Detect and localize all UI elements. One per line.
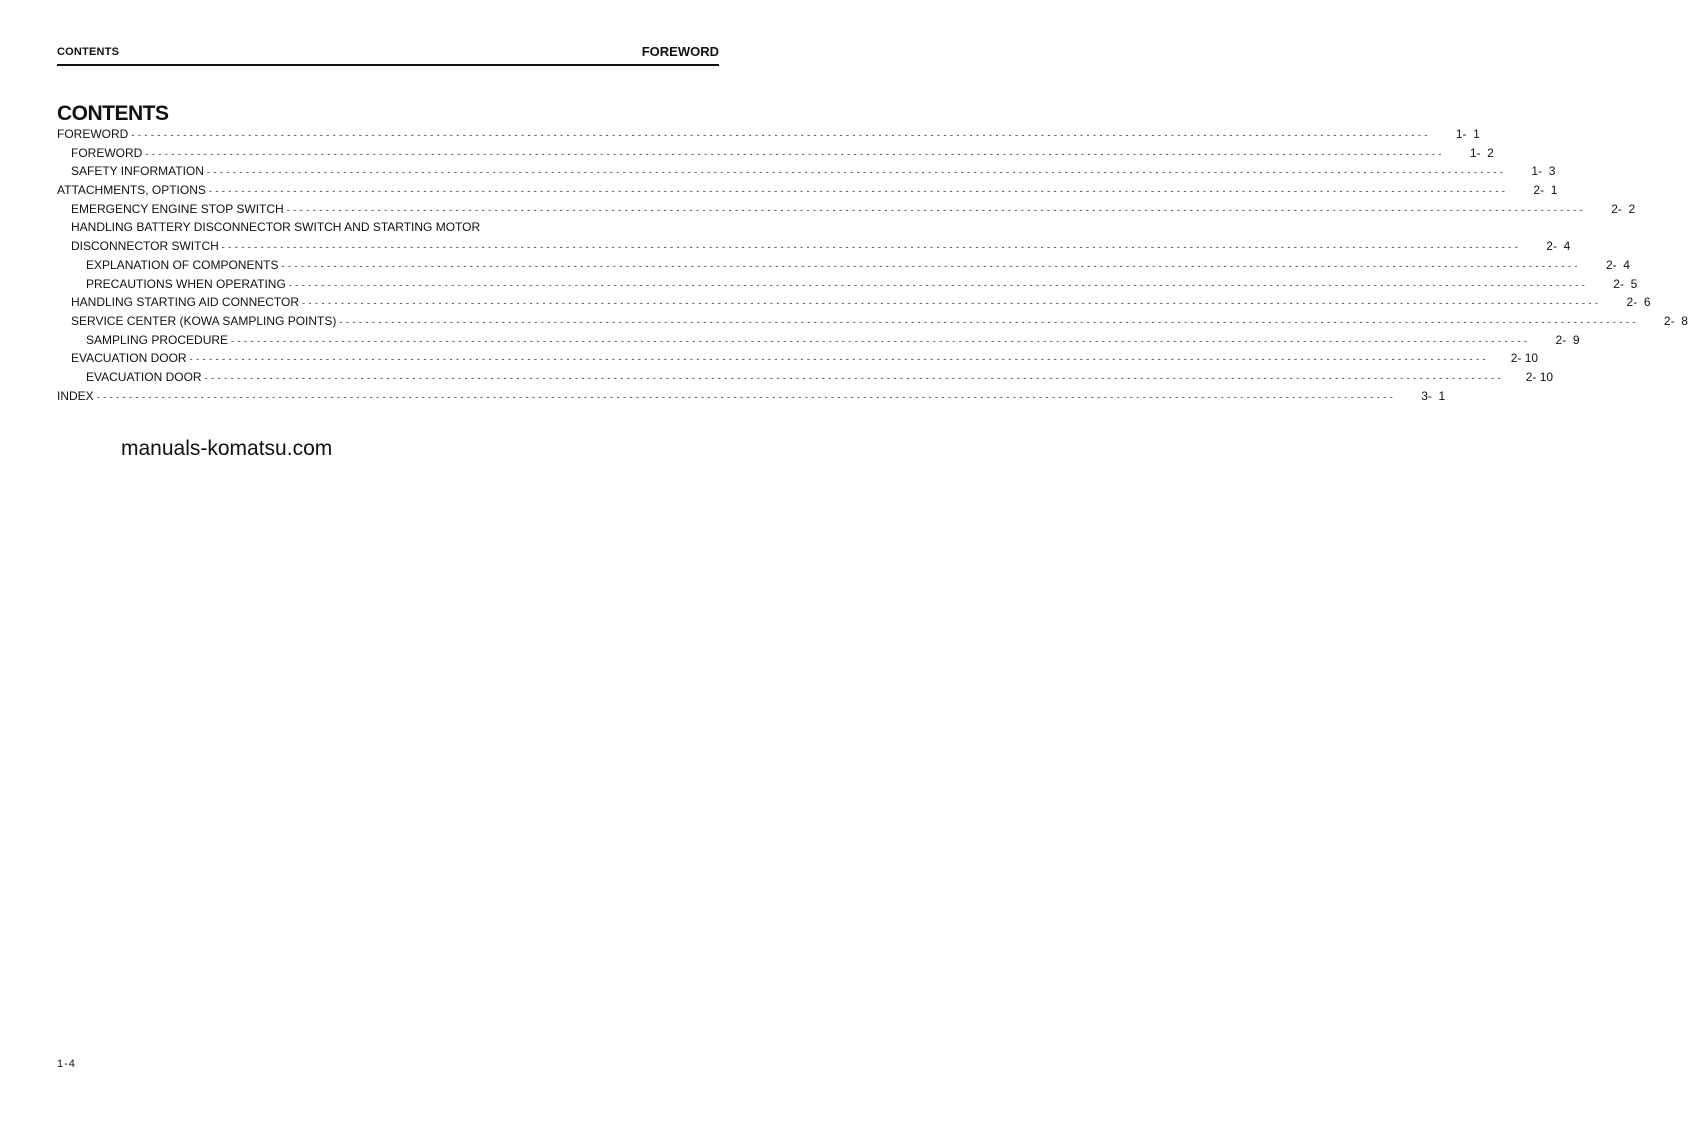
toc-entry[interactable] [57,239,1571,258]
page-header [57,44,719,66]
dot-leader: - - - - - - - - - - - - - - - - - - - - - - - - - - - - - - - - - - - - - - - - - - - - - - - - - - - - - - - - - - - - - - - - - - - - - - - - - - - - - - - - - - - - - - - - - - - - - - - - - - - - - - - - - - - - - - - - - - - - - - - - - - - - - - - - - - - - - - - - - - - - - - - - - - - - - - - - - - - - - - - - - - - - - - - - - - - - - - - - - - - - - - - - - - - - - - - - - - - - - - - - [206,167,1504,178]
toc-entry-label: EVACUATION DOOR [86,369,202,384]
toc-entry-page: 2- 8 [1663,313,1688,328]
toc-entry[interactable] [57,183,1558,202]
toc-entry-label: PRECAUTIONS WHEN OPERATING [86,276,286,291]
toc-entry-page: 3- 1 [1421,388,1446,403]
toc-entry-page: 1- 3 [1531,164,1556,179]
toc-entry[interactable] [57,388,1446,408]
toc-entry-label: EVACUATION DOOR [71,351,187,366]
dot-leader: - - - - - - - - - - - - - - - - - - - - - - - - - - - - - - - - - - - - - - - - - - - - - - - - - - - - - - - - - - - - - - - - - - - - - - - - - - - - - - - - - - - - - - - - - - - - - - - - - - - - - - - - - - - - - - - - - - - - - - - - - - - - - - - - - - - - - - - - - - - - - - - - - - - - - - - - - - - - - - - - - - - - - - - - - - - - - - - - - - - - - - - - - - - - - - - - - - - - - - - - [339,316,1636,327]
toc-entry[interactable] [57,351,1539,370]
toc-entry-page: 2- 6 [1626,295,1651,310]
toc-entry-page: 2- 9 [1555,332,1580,347]
toc-entry[interactable] [57,369,1554,389]
toc-entry-label: SAFETY INFORMATION [71,164,204,179]
toc-entry[interactable] [57,276,1638,296]
toc-entry[interactable] [57,220,719,239]
toc-entry-page: 2- 2 [1611,201,1636,216]
toc-entry-label: FOREWORD [71,145,143,160]
toc-entry[interactable] [57,164,1556,183]
toc-entry[interactable] [57,127,1480,146]
toc-entry-label: HANDLING BATTERY DISCONNECTOR SWITCH AND STARTING MOTOR [71,220,481,235]
toc-entry-label: SERVICE CENTER (KOWA SAMPLING POINTS) [71,313,337,328]
toc-entry[interactable] [57,257,1630,277]
toc-entry-label: EMERGENCY ENGINE STOP SWITCH [71,201,284,216]
watermark-text: manuals-komatsu.com [121,437,333,460]
toc-entry-label: SAMPLING PROCEDURE [86,332,229,347]
toc-entry-page: 1- 1 [1455,127,1480,141]
toc-entry[interactable] [57,313,1688,333]
toc-entry-label: FOREWORD [57,127,129,141]
toc-entry[interactable] [57,295,1651,314]
toc-entry-page: 1- 2 [1469,145,1494,160]
table-of-contents [57,127,1688,407]
toc-entry-label: INDEX [57,388,94,403]
toc-entry[interactable] [57,145,1494,165]
toc-entry-page: 2- 4 [1605,257,1630,272]
dot-leader: - - - - - - - - - - - - - - - - - - - - - - - - - - - - - - - - - - - - - - - - - - - - - - - - - - - - - - - - - - - - - - - - - - - - - - - - - - - - - - - - - - - - - - - - - - - - - - - - - - - - - - - - - - - - - - - - - - - - - - - - - - - - - - - - - - - - - - - - - - - - - - - - - - - - - - - - - - - - - - - - - - - - - - - - - - - - - - - - - - - - - - - - - - - - - - - - - - - - - - - - [96,391,1394,402]
dot-leader: - - - - - - - - - - - - - - - - - - - - - - - - - - - - - - - - - - - - - - - - - - - - - - - - - - - - - - - - - - - - - - - - - - - - - - - - - - - - - - - - - - - - - - - - - - - - - - - - - - - - - - - - - - - - - - - - - - - - - - - - - - - - - - - - - - - - - - - - - - - - - - - - - - - - - - - - - - - - - - - - - - - - - - - - - - - - - - - - - - - - - - - - - - - - - - - - - - - - - - - - [281,260,1578,271]
dot-leader: - - - - - - - - - - - - - - - - - - - - - - - - - - - - - - - - - - - - - - - - - - - - - - - - - - - - - - - - - - - - - - - - - - - - - - - - - - - - - - - - - - - - - - - - - - - - - - - - - - - - - - - - - - - - - - - - - - - - - - - - - - - - - - - - - - - - - - - - - - - - - - - - - - - - - - - - - - - - - - - - - - - - - - - - - - - - - - - - - - - - - - - - - - - - - - - - - - - - - - - - [221,242,1519,253]
toc-entry-label: HANDLING STARTING AID CONNECTOR [71,295,300,310]
toc-entry-page: 2- 1 [1533,183,1558,198]
dot-leader: - - - - - - - - - - - - - - - - - - - - - - - - - - - - - - - - - - - - - - - - - - - - - - - - - - - - - - - - - - - - - - - - - - - - - - - - - - - - - - - - - - - - - - - - - - - - - - - - - - - - - - - - - - - - - - - - - - - - - - - - - - - - - - - - - - - - - - - - - - - - - - - - - - - - - - - - - - - - - - - - - - - - - - - - - - - - - - - - - - - - - - - - - - - - - - - - - - - - - - - - [131,130,1428,140]
toc-entry-page: 2- 5 [1613,276,1638,291]
dot-leader: - - - - - - - - - - - - - - - - - - - - - - - - - - - - - - - - - - - - - - - - - - - - - - - - - - - - - - - - - - - - - - - - - - - - - - - - - - - - - - - - - - - - - - - - - - - - - - - - - - - - - - - - - - - - - - - - - - - - - - - - - - - - - - - - - - - - - - - - - - - - - - - - - - - - - - - - - - - - - - - - - - - - - - - - - - - - - - - - - - - - - - - - - - - - - - - - - - - - - - - - [208,186,1506,197]
dot-leader: - - - - - - - - - - - - - - - - - - - - - - - - - - - - - - - - - - - - - - - - - - - - - - - - - - - - - - - - - - - - - - - - - - - - - - - - - - - - - - - - - - - - - - - - - - - - - - - - - - - - - - - - - - - - - - - - - - - - - - - - - - - - - - - - - - - - - - - - - - - - - - - - - - - - - - - - - - - - - - - - - - - - - - - - - - - - - - - - - - - - - - - - - - - - - - - - - - - - - - - - [189,354,1487,365]
page-number: 1-4 [57,1058,76,1070]
header-section-label: CONTENTS [57,46,120,58]
dot-leader: - - - - - - - - - - - - - - - - - - - - - - - - - - - - - - - - - - - - - - - - - - - - - - - - - - - - - - - - - - - - - - - - - - - - - - - - - - - - - - - - - - - - - - - - - - - - - - - - - - - - - - - - - - - - - - - - - - - - - - - - - - - - - - - - - - - - - - - - - - - - - - - - - - - - - - - - - - - - - - - - - - - - - - - - - - - - - - - - - - - - - - - - - - - - - - - - - - - - - - - - [231,335,1528,346]
header-chapter-label: FOREWORD [641,44,719,59]
toc-entry-page: 2- 10 [1525,369,1554,384]
dot-leader: - - - - - - - - - - - - - - - - - - - - - - - - - - - - - - - - - - - - - - - - - - - - - - - - - - - - - - - - - - - - - - - - - - - - - - - - - - - - - - - - - - - - - - - - - - - - - - - - - - - - - - - - - - - - - - - - - - - - - - - - - - - - - - - - - - - - - - - - - - - - - - - - - - - - - - - - - - - - - - - - - - - - - - - - - - - - - - - - - - - - - - - - - - - - - - - - - - - - - - - - [204,372,1502,383]
toc-entry[interactable] [57,201,1636,221]
dot-leader: - - - - - - - - - - - - - - - - - - - - - - - - - - - - - - - - - - - - - - - - - - - - - - - - - - - - - - - - - - - - - - - - - - - - - - - - - - - - - - - - - - - - - - - - - - - - - - - - - - - - - - - - - - - - - - - - - - - - - - - - - - - - - - - - - - - - - - - - - - - - - - - - - - - - - - - - - - - - - - - - - - - - - - - - - - - - - - - - - - - - - - - - - - - - - - - - - - - - - - - - [302,298,1599,309]
dot-leader: - - - - - - - - - - - - - - - - - - - - - - - - - - - - - - - - - - - - - - - - - - - - - - - - - - - - - - - - - - - - - - - - - - - - - - - - - - - - - - - - - - - - - - - - - - - - - - - - - - - - - - - - - - - - - - - - - - - - - - - - - - - - - - - - - - - - - - - - - - - - - - - - - - - - - - - - - - - - - - - - - - - - - - - - - - - - - - - - - - - - - - - - - - - - - - - - - - - - - - - - [145,148,1442,159]
dot-leader: - - - - - - - - - - - - - - - - - - - - - - - - - - - - - - - - - - - - - - - - - - - - - - - - - - - - - - - - - - - - - - - - - - - - - - - - - - - - - - - - - - - - - - - - - - - - - - - - - - - - - - - - - - - - - - - - - - - - - - - - - - - - - - - - - - - - - - - - - - - - - - - - - - - - - - - - - - - - - - - - - - - - - - - - - - - - - - - - - - - - - - - - - - - - - - - - - - - - - - - - [288,279,1586,290]
toc-entry-page: 2- 10 [1510,351,1539,366]
page-title: CONTENTS [57,102,169,125]
dot-leader: - - - - - - - - - - - - - - - - - - - - - - - - - - - - - - - - - - - - - - - - - - - - - - - - - - - - - - - - - - - - - - - - - - - - - - - - - - - - - - - - - - - - - - - - - - - - - - - - - - - - - - - - - - - - - - - - - - - - - - - - - - - - - - - - - - - - - - - - - - - - - - - - - - - - - - - - - - - - - - - - - - - - - - - - - - - - - - - - - - - - - - - - - - - - - - - - - - - - - - - - [286,204,1584,215]
toc-entry-page: 2- 4 [1546,239,1571,254]
toc-entry-label: EXPLANATION OF COMPONENTS [86,257,279,272]
toc-entry[interactable] [57,332,1580,352]
toc-entry-label: DISCONNECTOR SWITCH [71,239,219,254]
toc-entry-label: ATTACHMENTS, OPTIONS [57,183,206,198]
